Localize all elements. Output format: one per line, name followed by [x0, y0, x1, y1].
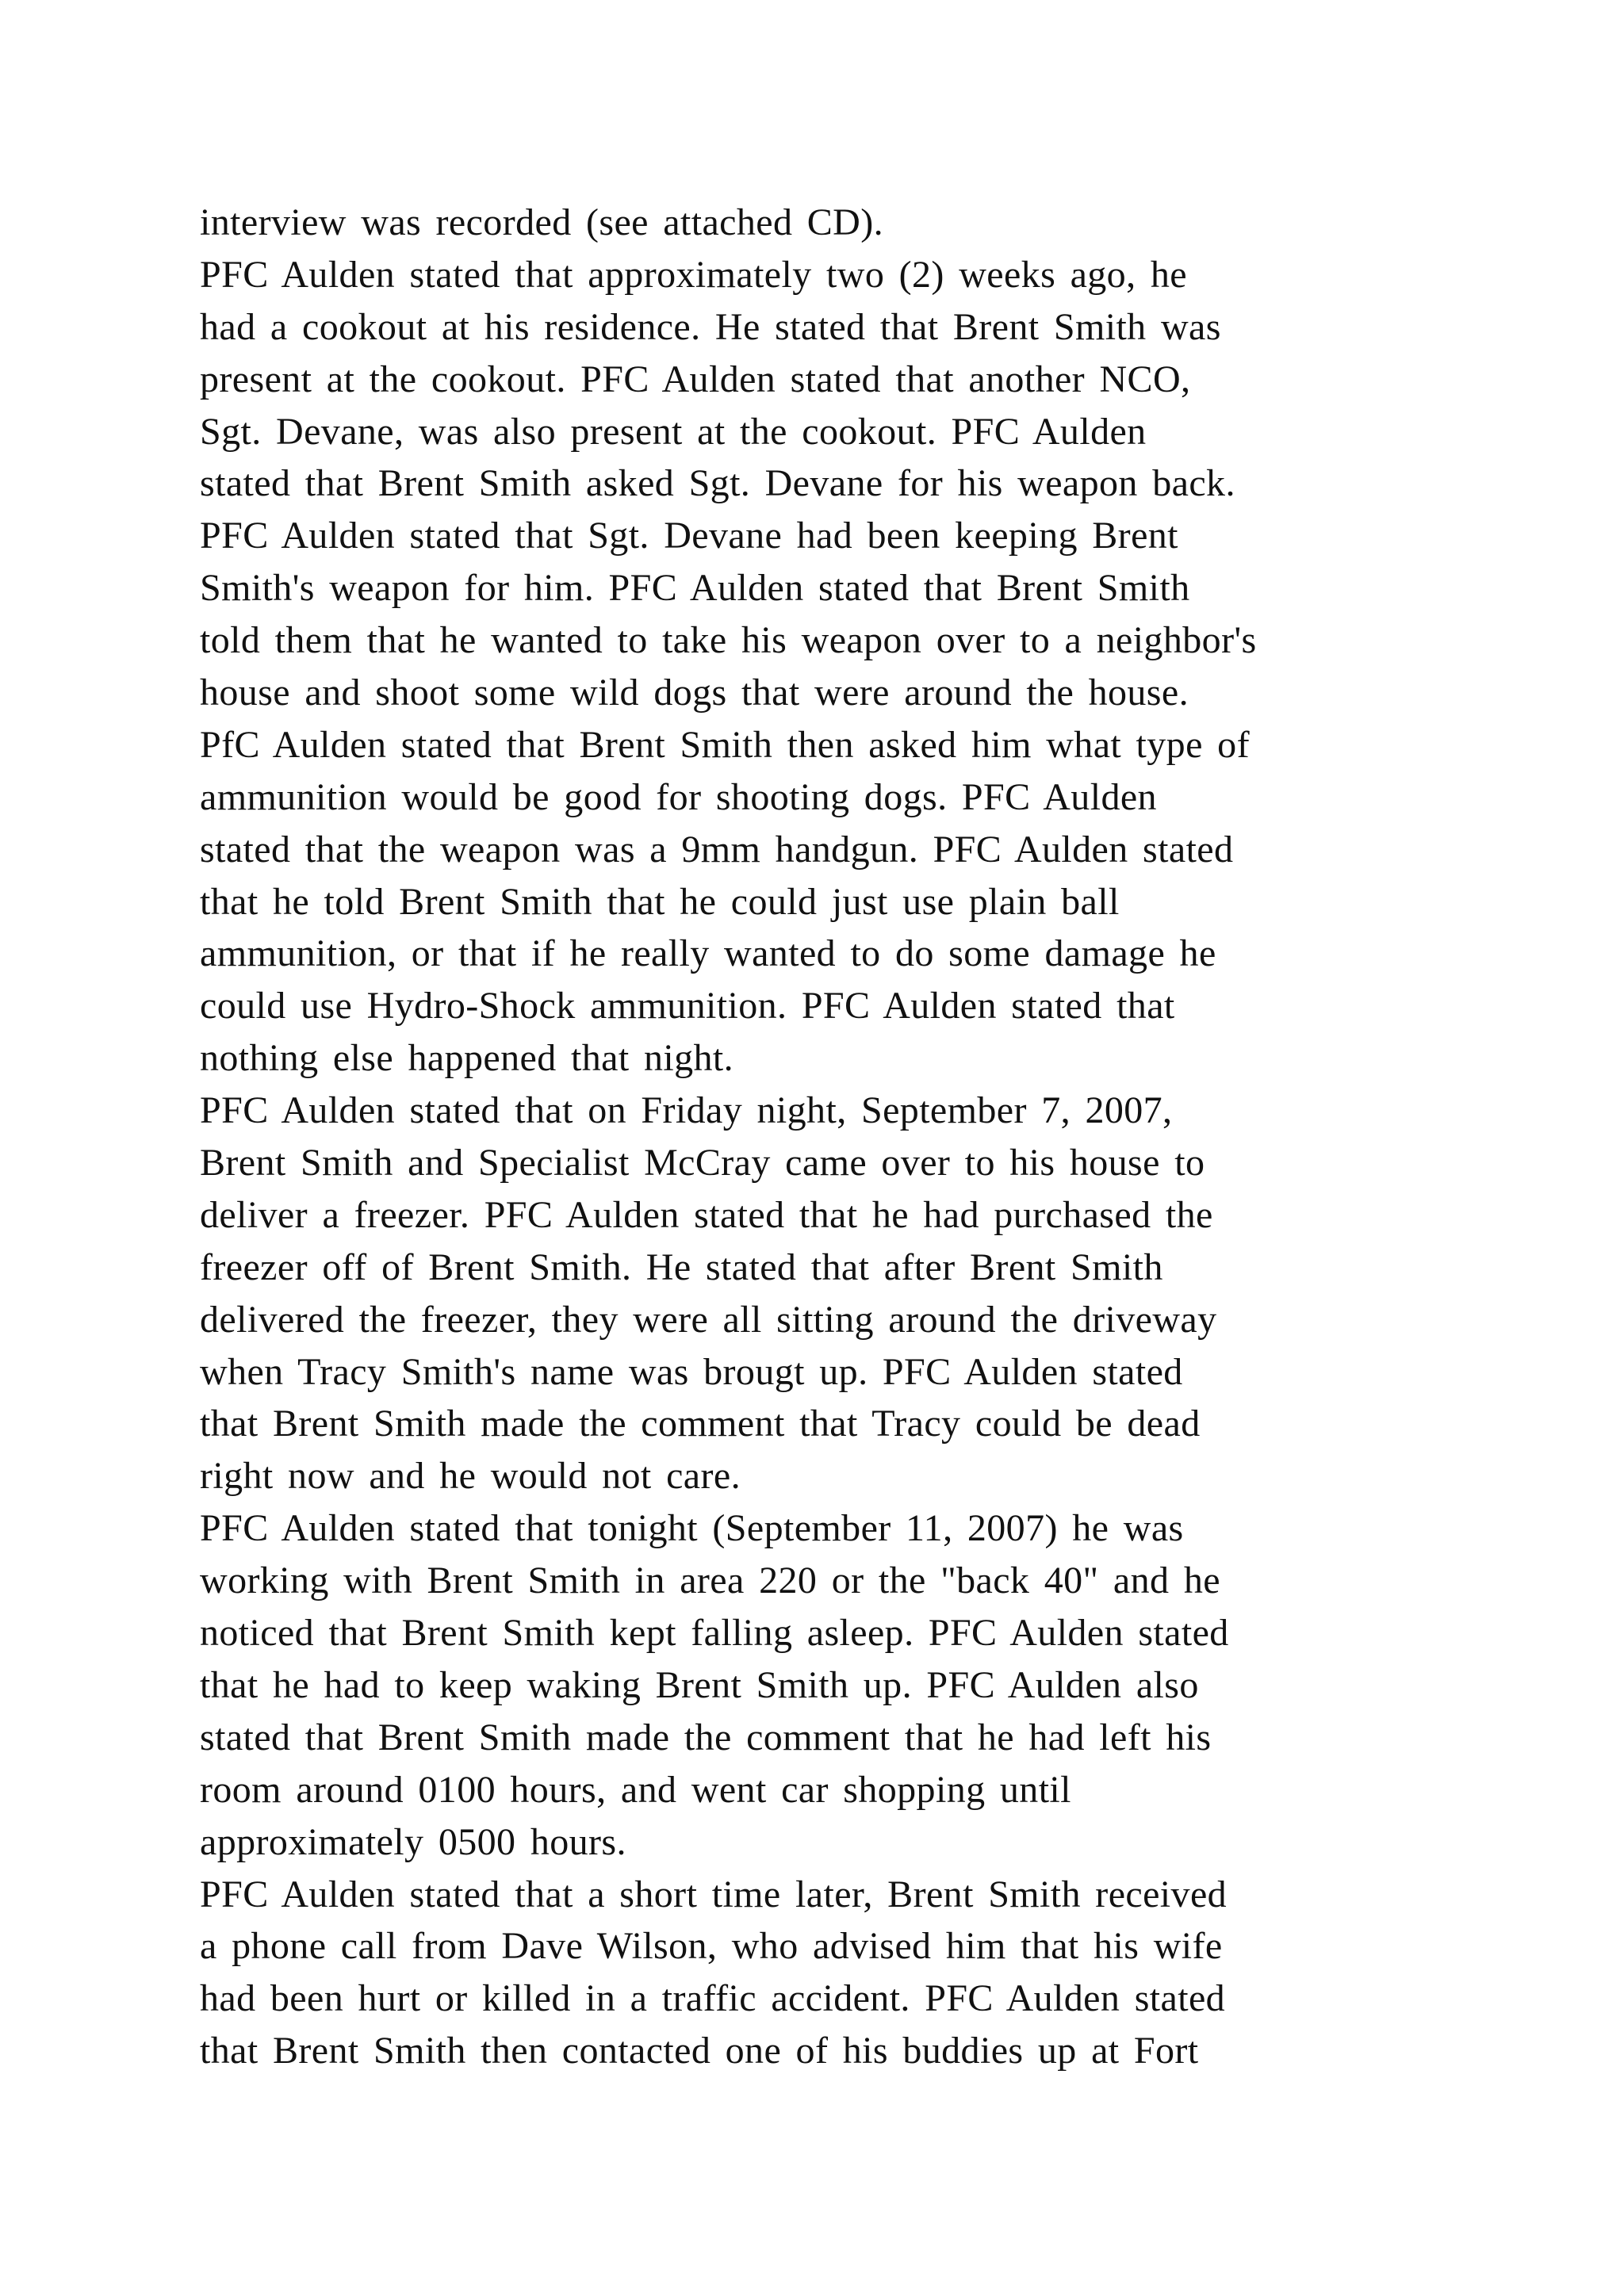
text-line: stated that Brent Smith made the comment that he had left his — [200, 1716, 1212, 1758]
text-line: that he had to keep waking Brent Smith up. PFC Aulden also — [200, 1663, 1199, 1706]
text-line: had a cookout at his residence. He stated that Brent Smith was — [200, 305, 1221, 348]
text-line: noticed that Brent Smith kept falling asleep. PFC Aulden stated — [200, 1612, 1229, 1655]
text-line: Brent Smith and Specialist McCray came over to his house to — [200, 1142, 1205, 1184]
text-line: working with Brent Smith in area 220 or the "back 40" and he — [200, 1559, 1220, 1602]
text-line: PFC Aulden stated that on Friday night, September 7, 2007, — [200, 1089, 1173, 1132]
text-line: nothing else happened that night. — [200, 1037, 734, 1080]
text-line: Sgt. Devane, was also present at the cookout. PFC Aulden — [200, 410, 1147, 453]
text-line: right now and he would not care. — [200, 1455, 741, 1498]
text-line: house and shoot some wild dogs that were around the house. — [200, 672, 1189, 714]
text-line: that Brent Smith then contacted one of his buddies up at Fort — [200, 2030, 1199, 2072]
text-line: freezer off of Brent Smith. He stated that after Brent Smith — [200, 1246, 1163, 1288]
text-line: could use Hydro-Shock ammunition. PFC Aulden stated that — [200, 985, 1175, 1027]
text-line: interview was recorded (see attached CD). — [200, 201, 884, 243]
text-line: ammunition would be good for shooting dogs. PFC Aulden — [200, 775, 1157, 818]
text-line: present at the cookout. PFC Aulden stated that another NCO, — [200, 358, 1191, 400]
text-line: Smith's weapon for him. PFC Aulden stated that Brent Smith — [200, 567, 1190, 610]
text-line: ammunition, or that if he really wanted to do some damage he — [200, 932, 1216, 975]
text-line: approximately 0500 hours. — [200, 1820, 626, 1863]
document-body-text — [200, 197, 1437, 2077]
text-line: stated that Brent Smith asked Sgt. Devane for his weapon back. — [200, 462, 1235, 505]
text-line: told them that he wanted to take his weapon over to a neighbor's — [200, 619, 1257, 662]
text-line: PFC Aulden stated that tonight (September 11, 2007) he was — [200, 1507, 1184, 1550]
text-line: PFC Aulden stated that approximately two (2) weeks ago, he — [200, 253, 1187, 296]
text-line: had been hurt or killed in a traffic accident. PFC Aulden stated — [200, 1977, 1226, 2020]
text-line: PfC Aulden stated that Brent Smith then asked him what type of — [200, 723, 1250, 766]
text-line: PFC Aulden stated that Sgt. Devane had been keeping Brent — [200, 515, 1178, 557]
text-line: when Tracy Smith's name was brougt up. PFC Aulden stated — [200, 1350, 1183, 1393]
text-line: room around 0100 hours, and went car shopping until — [200, 1768, 1071, 1811]
text-line: stated that the weapon was a 9mm handgun. PFC Aulden stated — [200, 828, 1234, 871]
text-line: delivered the freezer, they were all sitting around the driveway — [200, 1298, 1217, 1341]
text-line: PFC Aulden stated that a short time later, Brent Smith received — [200, 1873, 1228, 1915]
text-line: a phone call from Dave Wilson, who advised him that his wife — [200, 1925, 1223, 1968]
text-line: that he told Brent Smith that he could just use plain ball — [200, 880, 1120, 923]
text-line: that Brent Smith made the comment that Tracy could be dead — [200, 1402, 1201, 1445]
text-line: deliver a freezer. PFC Aulden stated that he had purchased the — [200, 1193, 1213, 1236]
